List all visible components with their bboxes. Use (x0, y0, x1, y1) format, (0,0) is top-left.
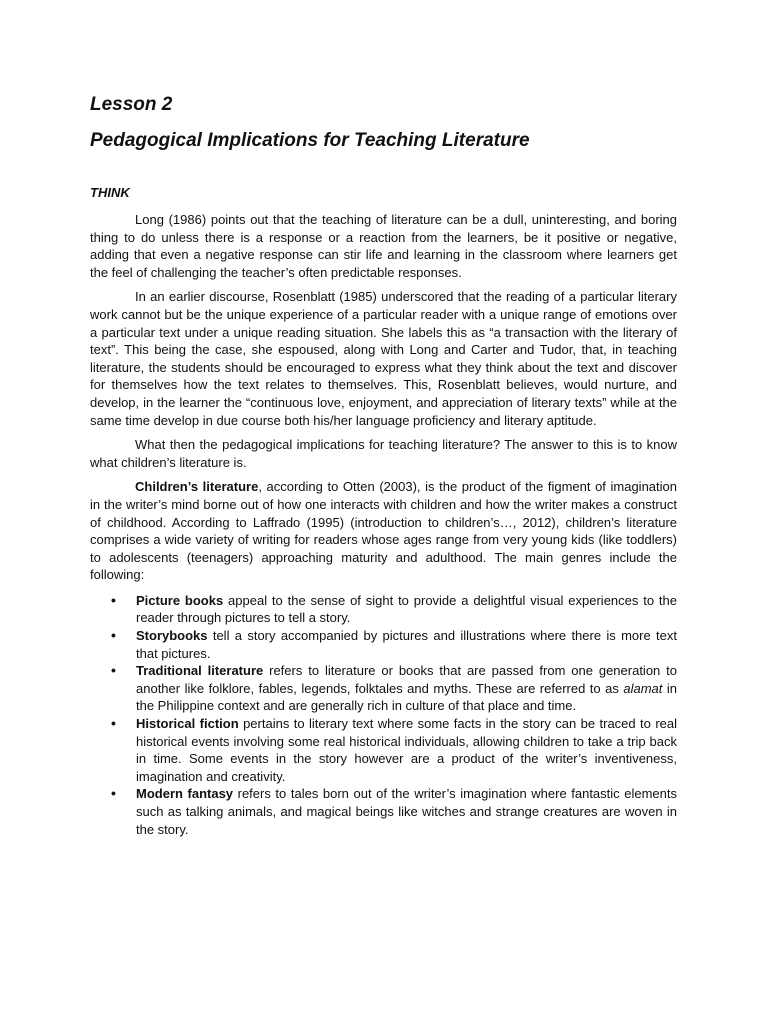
section-heading-think: THINK (90, 185, 130, 200)
genre-term: Picture books (136, 592, 224, 608)
genre-term: Historical fiction (136, 716, 239, 732)
lesson-number: Lesson 2 (90, 94, 173, 115)
genre-term: Storybooks (136, 628, 208, 644)
genre-term: Modern fantasy (136, 786, 234, 802)
document-page (90, 92, 677, 838)
bullet-icon: • (111, 662, 116, 679)
list-item-traditional-literature (90, 662, 677, 715)
genre-description-continued: in the Philippine context and are generally rich in culture of that place and time. (136, 680, 677, 714)
childrens-literature-term: Children’s literature (135, 479, 259, 495)
lesson-title: Pedagogical Implications for Teaching Literature (90, 130, 530, 151)
list-item-historical-fiction (90, 715, 677, 785)
list-item-picture-books (90, 592, 677, 627)
bullet-icon: • (111, 715, 116, 732)
genre-description: refers to tales born out of the writer’s imagination where fantastic elements such as talking animals, and magical beings like witches and strange creatures are woven in the story. (136, 786, 677, 837)
childrens-literature-definition: , according to Otten (2003), is the product of the figment of imagination in the writer’s mind borne out of how one interacts with children and how the writer makes a construct of childhood. According to Laffrado (1995) (introduction to children’s…, 2012), children’s literature comprises a wide variety of writing for readers whose ages range from very young kids (like toddlers) to adolescents (teenagers) approaching maturity and adulthood. The main genres include the following: (90, 479, 677, 583)
genre-description: refers to literature or books that are passed from one generation to another like folklore, fables, legends, folktales and myths. These are referred to as (136, 663, 677, 696)
genre-description: appeal to the sense of sight to provide a delightful visual experiences to the reader through pictures to tell a story. (136, 592, 677, 626)
paragraph-long: Long (1986) points out that the teaching of literature can be a dull, uninteresting, and boring thing to do unless there is a response or a reaction from the learners, be it positive or negative, adding that even a negative response can stir life and learning in the classroom where learners get the feel of challenging the teacher’s often predictable responses. (90, 212, 677, 280)
genre-italic-term: alamat (623, 680, 663, 696)
genre-list (90, 592, 677, 838)
list-item-storybooks (90, 627, 677, 662)
paragraph-rosenblatt: In an earlier discourse, Rosenblatt (1985) underscored that the reading of a particular literary work cannot but be the unique experience of a particular reader with a unique range of emotions over a particular text under a unique reading situation. She labels this as “a transaction with the literary of text”. This being the case, she espoused, along with Long and Carter and Tudor, that, in teaching literature, the students should be encouraged to express what they think about the text and discover for themselves how the text relates to themselves. This, Rosenblatt believes, would nurture, and develop, in the learner the “continuous love, enjoyment, and appreciation of literary texts” while at the same time develop in due course both his/her language proficiency and literary aptitude. (90, 289, 677, 428)
paragraph-childrens-literature (90, 478, 677, 584)
paragraph-implications: What then the pedagogical implications for teaching literature? The answer to this is to know what children’s literature is. (90, 437, 677, 470)
bullet-icon: • (111, 627, 116, 644)
bullet-icon: • (111, 785, 116, 802)
genre-description: tell a story accompanied by pictures and illustrations where there is more text that pictures. (136, 628, 677, 661)
list-item-modern-fantasy (90, 785, 677, 838)
bullet-icon: • (111, 591, 116, 608)
genre-description: pertains to literary text where some facts in the story can be traced to real historical events involving some real historical individuals, allowing children to take a trip back in time. Some events in the story however are a product of the writer’s inventiveness, imagination and creativity. (136, 716, 677, 784)
genre-term: Traditional literature (136, 663, 264, 679)
